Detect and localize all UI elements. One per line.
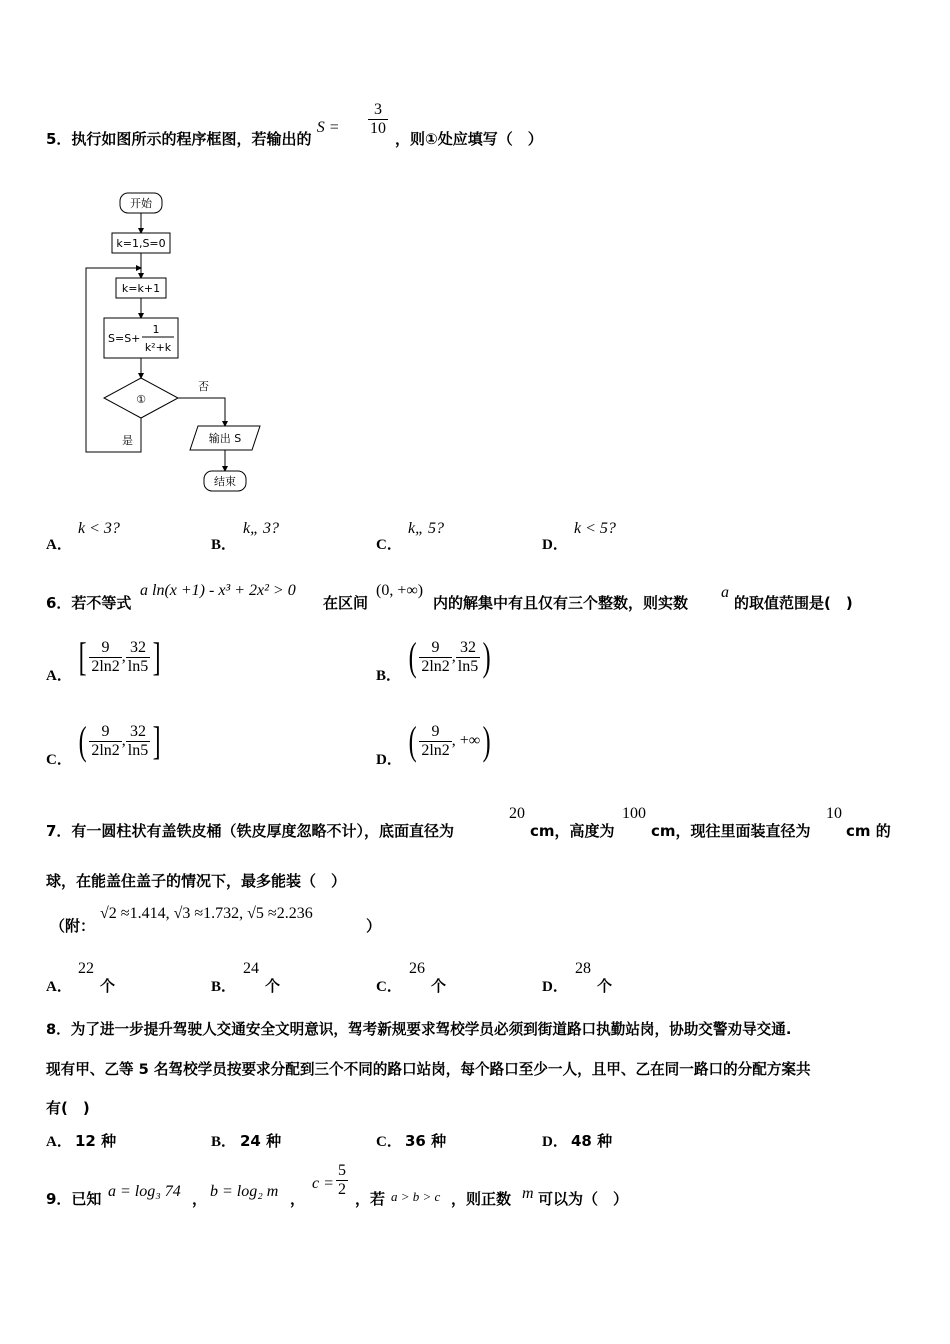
q9-prefix: 9．已知 (46, 1190, 102, 1208)
q5-fraction (368, 101, 388, 138)
q7-line1-a: 7．有一圆柱状有盖铁皮桶（铁皮厚度忽略不计），底面直径为 (46, 822, 454, 840)
q6-option-c-label: C． (46, 752, 72, 768)
q7-option-c-value: 26 (409, 960, 425, 977)
q5-frac-num: 3 (368, 101, 388, 120)
bracket: ) (482, 718, 491, 763)
frac-den: ln5 (457, 657, 479, 675)
q7-option-b-value: 24 (243, 960, 259, 977)
frac-num: 5 (338, 1162, 346, 1179)
q6-suffix2: 的取值范围是( ) (734, 594, 853, 612)
q7-option-a-label: A． (46, 979, 72, 995)
q9-mid: ，若 (355, 1190, 386, 1208)
q5-option-a-label: A． (46, 537, 72, 553)
flow-init-text: k=1,S=0 (116, 237, 166, 250)
q7-note-open: （附： (50, 917, 96, 935)
q8-line2: 现有甲、乙等 5 名驾校学员按要求分配到三个不同的路口站岗，每个路口至少一人，且甲、乙在同一路口的分配方案共 (46, 1061, 811, 1078)
q8-line1: 8．为了进一步提升驾驶人交通安全文明意识，驾考新规要求驾校学员必须到街道路口执勤站岗，协助交警劝导交通. (46, 1021, 792, 1038)
flow-cond-text: ① (136, 393, 146, 406)
q6-option-d-value (406, 718, 494, 763)
q5-flowchart (80, 188, 280, 498)
q7-line1-c: cm，现往里面装直径为 (651, 822, 811, 840)
flow-start-text: 开始 (130, 197, 152, 210)
q5-stem (46, 119, 340, 149)
bracket: ] (152, 718, 161, 763)
q6-mid: 在区间 (323, 594, 369, 612)
q8-option-a-label: A． (46, 1134, 72, 1150)
q5-option-d-label: D． (542, 537, 568, 553)
flow-inc-text: k=k+1 (121, 282, 161, 295)
frac-den: 2 (338, 1181, 346, 1198)
frac-den: ln5 (127, 741, 149, 759)
q9-c-fraction (336, 1162, 348, 1199)
q9-c-left: c = (312, 1175, 334, 1192)
flow-update-left: S=S+ (108, 332, 141, 345)
bracket: ] (152, 634, 161, 679)
q8-option-a-value: 12 种 (75, 1132, 117, 1150)
q7-option-b-label: B． (211, 979, 237, 995)
q7-option-c-unit: 个 (431, 977, 447, 995)
q6-option-c-value: ( $\frac{9}{2\ln 2}$ , $\frac{32}{\ln 5}$ ] (78, 718, 161, 763)
q7-ball: 10 (826, 805, 842, 822)
q5-option-b-value: k„ 3? (243, 520, 279, 537)
flow-update-num: 1 (152, 323, 160, 336)
q8-line3: 有( ) (46, 1099, 90, 1117)
frac-den: 2ln2 (91, 741, 120, 759)
q6-var: a (721, 584, 729, 601)
q5-s-var: S = (316, 119, 340, 136)
q7-option-d-value: 28 (575, 960, 591, 977)
flow-end-text: 结束 (214, 475, 236, 488)
q5-frac-den: 10 (370, 120, 386, 137)
flow-update-den: k²+k (144, 341, 172, 354)
q6-option-a-label: A． (46, 668, 72, 684)
q8-option-b-label: B． (211, 1134, 237, 1150)
q5-option-a-value: k < 3? (78, 520, 120, 537)
q7-option-b-unit: 个 (265, 977, 281, 995)
q5-prefix: 5．执行如图所示的程序框图，若输出的 (46, 130, 312, 148)
q5-option-b-label: B． (211, 537, 237, 553)
frac-den: ln5 (127, 657, 149, 675)
q5-option-d-value: k < 5? (574, 520, 616, 537)
q5-option-c-label: C． (376, 537, 402, 553)
q6-option-d-label: D． (376, 752, 402, 768)
q6-option-a-value: [ $\frac{9}{2\ln 2}$ , $\frac{32}{\ln 5}$ ] (78, 634, 161, 679)
q8-option-d-value: 48 种 (571, 1132, 613, 1150)
bracket: ( (78, 718, 87, 763)
q7-line2: 球，在能盖住盖子的情况下，最多能装（ ） (46, 872, 347, 890)
q6-interval: (0, +∞) (376, 582, 424, 599)
q7-line1-d: cm 的 (846, 822, 891, 840)
q7-note-close: ） (366, 917, 382, 935)
q6-prefix: 6．若不等式 (46, 594, 132, 612)
frac-num: 9 (419, 723, 451, 742)
q7-option-a-value: 22 (78, 960, 94, 977)
bracket: ( (408, 634, 417, 679)
q7-line1-b: cm，高度为 (530, 822, 615, 840)
q7-option-c-label: C． (376, 979, 402, 995)
frac-den: 2ln2 (91, 657, 120, 675)
frac-num: 9 (89, 639, 121, 658)
flow-output-text: 输出 S (208, 432, 242, 445)
q9-comma2: ， (290, 1190, 306, 1208)
frac-num: 32 (126, 639, 150, 658)
frac-num: 32 (126, 723, 150, 742)
q9-b-expr: b = log₂ m (210, 1183, 279, 1200)
q5-suffix: ，则①处应填写（ ） (395, 130, 543, 148)
frac-den: 2ln2 (421, 741, 450, 759)
flow-yes-label: 是 (122, 434, 133, 447)
q8-option-c-label: C． (376, 1134, 402, 1150)
q7-option-a-unit: 个 (100, 977, 116, 995)
q7-height: 100 (622, 805, 646, 822)
bracket: [ (78, 634, 87, 679)
q6-option-b-value: ( $\frac{9}{2\ln 2}$ , $\frac{32}{\ln 5}$ ) (408, 634, 491, 679)
q8-option-d-label: D． (542, 1134, 568, 1150)
interval-tail: , +∞ (451, 732, 481, 749)
q9-a-expr: a = log₃ 74 (108, 1183, 181, 1200)
flow-no-label: 否 (198, 380, 209, 393)
q9-var: m (522, 1185, 534, 1202)
q9-cond: a > b > c (391, 1189, 441, 1204)
q7-diameter: 20 (509, 805, 525, 822)
frac-num: 9 (89, 723, 121, 742)
flow-arrow-no (178, 398, 225, 426)
q5-option-c-value: k„ 5? (408, 520, 444, 537)
frac-num: 9 (419, 639, 451, 658)
q7-option-d-label: D． (542, 979, 568, 995)
q6-expr: a ln(x +1) - x³ + 2x² > 0 (140, 582, 296, 599)
q9-comma1: ， (192, 1190, 208, 1208)
q7-option-d-unit: 个 (597, 977, 613, 995)
q6-option-b-label: B． (376, 668, 402, 684)
q6-suffix1: 内的解集中有且仅有三个整数，则实数 (433, 594, 689, 612)
q7-note-math: √2 ≈1.414, √3 ≈1.732, √5 ≈2.236 (100, 905, 313, 922)
q9-suffix: ，则正数 (451, 1190, 512, 1208)
frac-num: 32 (456, 639, 480, 658)
frac-den: 2ln2 (421, 657, 450, 675)
q9-suffix2: 可以为（ ） (538, 1190, 629, 1208)
bracket: ( (408, 718, 417, 763)
q8-option-c-value: 36 种 (405, 1132, 447, 1150)
q8-option-b-value: 24 种 (240, 1132, 282, 1150)
bracket: ) (482, 634, 491, 679)
